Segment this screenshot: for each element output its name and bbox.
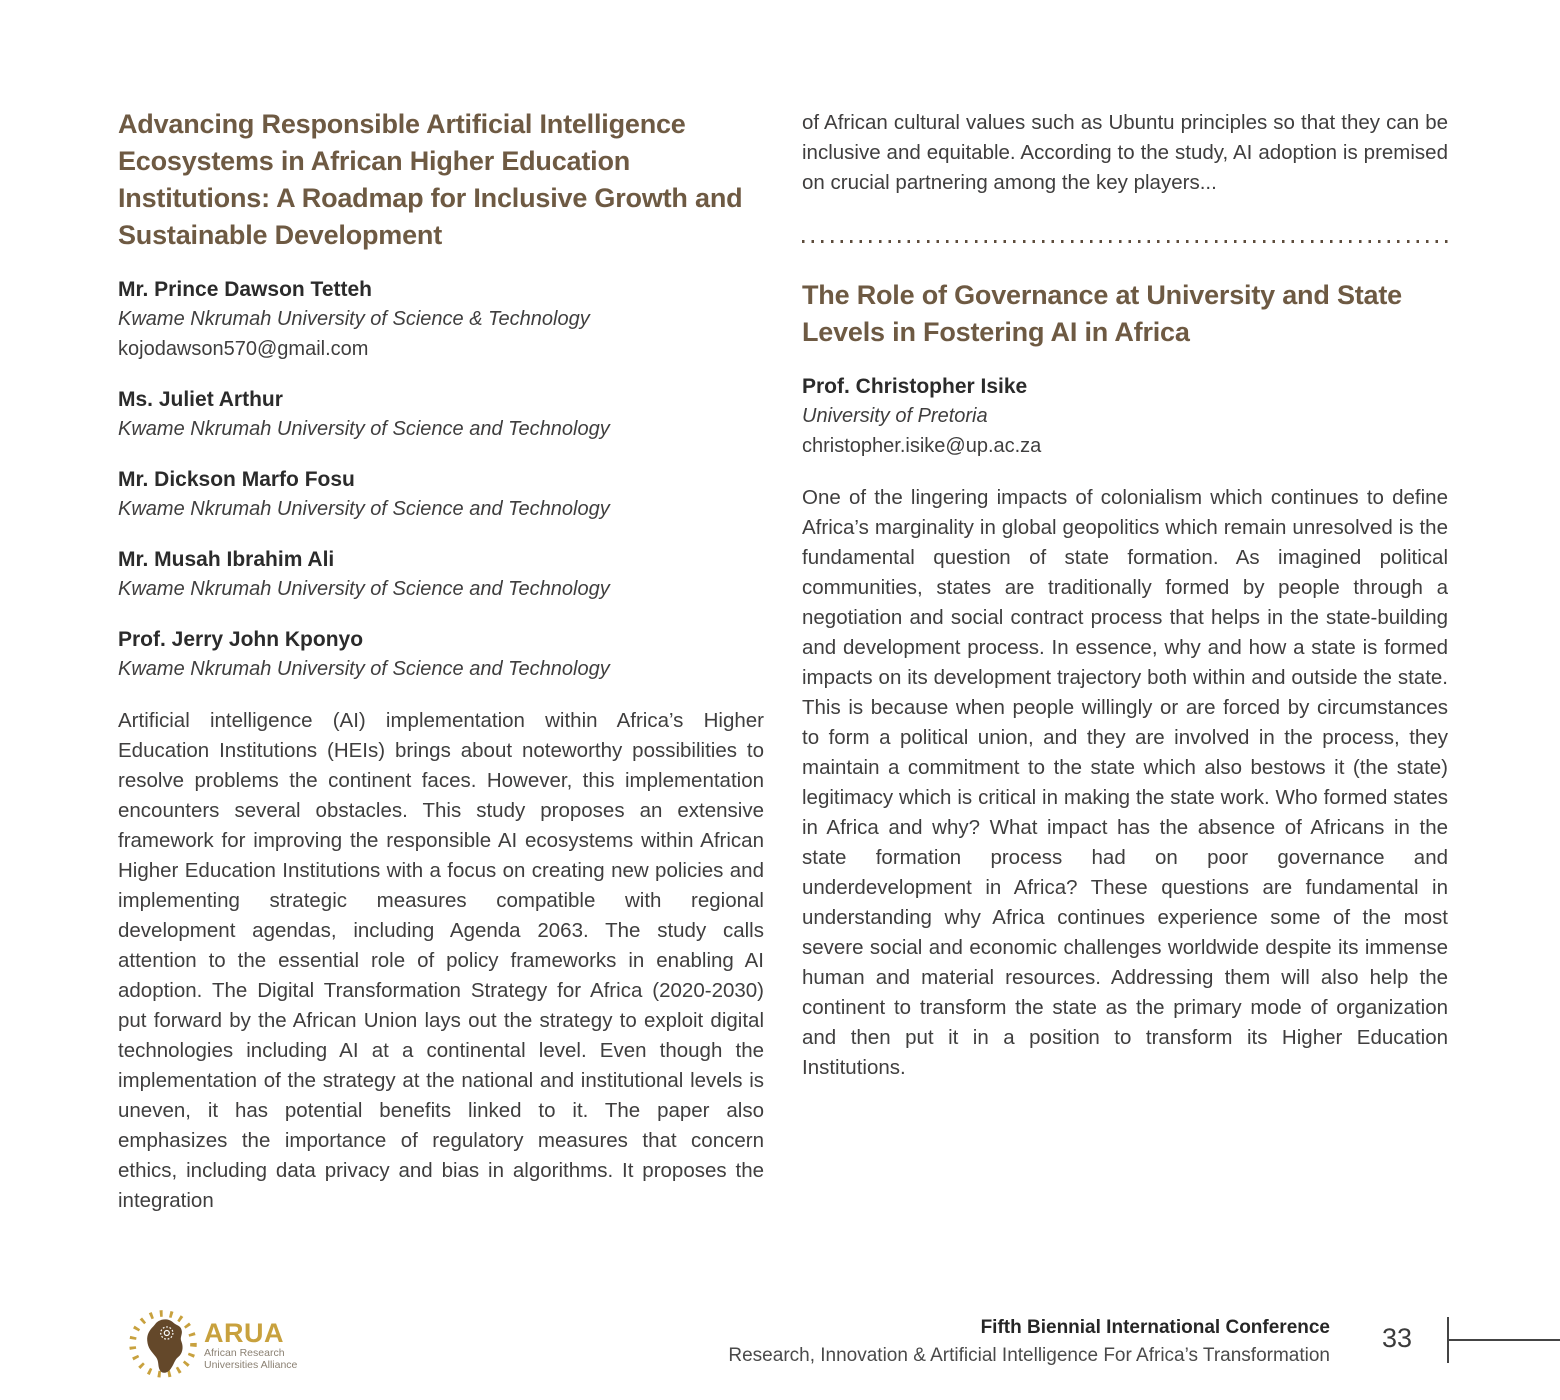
conference-subtitle: Research, Innovation & Artificial Intelligence For Africa’s Transformation — [728, 1345, 1330, 1366]
arua-name-line1: African Research — [204, 1347, 285, 1359]
author-affiliation: University of Pretoria — [802, 405, 988, 427]
dotted-divider — [802, 240, 1448, 243]
arua-logo-text — [204, 1319, 297, 1371]
abstract1-title: Advancing Responsible Artificial Intelligence Ecosystems in African Higher Education Institutions: A Roadmap for Inclusive Growth and Sustainable Development — [118, 109, 743, 250]
right-column — [802, 106, 1448, 1083]
author-name: Mr. Dickson Marfo Fosu — [118, 468, 355, 491]
author-name: Mr. Musah Ibrahim Ali — [118, 548, 335, 571]
arua-name-line2: Universities Alliance — [204, 1359, 298, 1371]
author-block — [802, 373, 1448, 461]
author-affiliation: Kwame Nkrumah University of Science and Technology — [118, 498, 610, 520]
author-block — [118, 276, 764, 364]
page-corner-mark-horizontal — [1447, 1339, 1560, 1341]
page-number: 33 — [1382, 1323, 1413, 1353]
author-name: Mr. Prince Dawson Tetteh — [118, 278, 372, 301]
footer-conference-info — [728, 1316, 1330, 1368]
author-name: Prof. Jerry John Kponyo — [118, 628, 364, 651]
abstract2-title: The Role of Governance at University and State Levels in Fostering AI in Africa — [802, 280, 1402, 347]
author-email: christopher.isike@up.ac.za — [802, 435, 1042, 457]
author-affiliation: Kwame Nkrumah University of Science & Technology — [118, 308, 590, 330]
arua-logo — [126, 1308, 297, 1382]
author-block — [118, 626, 764, 684]
author-name: Ms. Juliet Arthur — [118, 388, 283, 411]
abstract2-body: One of the lingering impacts of colonialism which continues to define Africa’s marginality in global geopolitics which remain unresolved is the fundamental question of state formation. As imagined political communities, states are traditionally formed by people through a negotiation and social contract process that helps in the state-building and development process. In essence, why and how a state is formed impacts on its development trajectory both within and outside the state. This is because when people willingly or are forced by circumstances to form a political union, and they are involved in the process, they maintain a commitment to the state which also bestows it (the state) legitimacy which is critical in making the state work. Who formed states in Africa and why? What impact has the absence of Africans in the state formation process had on poor governance and underdevelopment in Africa? These questions are fundamental in understanding why Africa continues experience some of the most severe social and economic challenges worldwide despite its immense human and material resources. Addressing them will also help the continent to transform the state as the primary mode of organization and then put it in a position to transform its Higher Education Institutions. — [802, 486, 1448, 1079]
arua-acronym: ARUA — [204, 1318, 284, 1348]
author-affiliation: Kwame Nkrumah University of Science and Technology — [118, 578, 610, 600]
author-block — [118, 466, 764, 524]
arua-africa-sun-icon — [126, 1308, 200, 1382]
abstract1-body: Artificial intelligence (AI) implementation within Africa’s Higher Education Institutions (HEIs) brings about noteworthy possibilities to resolve problems the continent faces. However, this implementation encounters several obstacles. This study proposes an extensive framework for improving the responsible AI ecosystems within African Higher Education Institutions with a focus on creating new policies and implementing strategic measures compatible with regional development agendas, including Agenda 2063. The study calls attention to the essential role of policy frameworks in enabling AI adoption. The Digital Transformation Strategy for Africa (2020-2030) put forward by the African Union lays out the strategy to exploit digital technologies including AI at a continental level. Even though the implementation of the strategy at the national and institutional levels is uneven, it has potential benefits linked to it. The paper also emphasizes the importance of regulatory measures that concern ethics, including data privacy and bias in algorithms. It proposes the integration — [118, 709, 764, 1212]
author-affiliation: Kwame Nkrumah University of Science and Technology — [118, 418, 610, 440]
author-block — [118, 546, 764, 604]
author-email: kojodawson570@gmail.com — [118, 338, 369, 360]
author-block — [118, 386, 764, 444]
author-name: Prof. Christopher Isike — [802, 375, 1028, 398]
abstract1-body-continuation: of African cultural values such as Ubuntu principles so that they can be inclusive and equitable. According to the study, AI adoption is premised on crucial partnering among the key players... — [802, 111, 1448, 194]
author-affiliation: Kwame Nkrumah University of Science and Technology — [118, 658, 610, 680]
conference-title: Fifth Biennial International Conference — [980, 1317, 1330, 1338]
left-column — [118, 106, 764, 1216]
